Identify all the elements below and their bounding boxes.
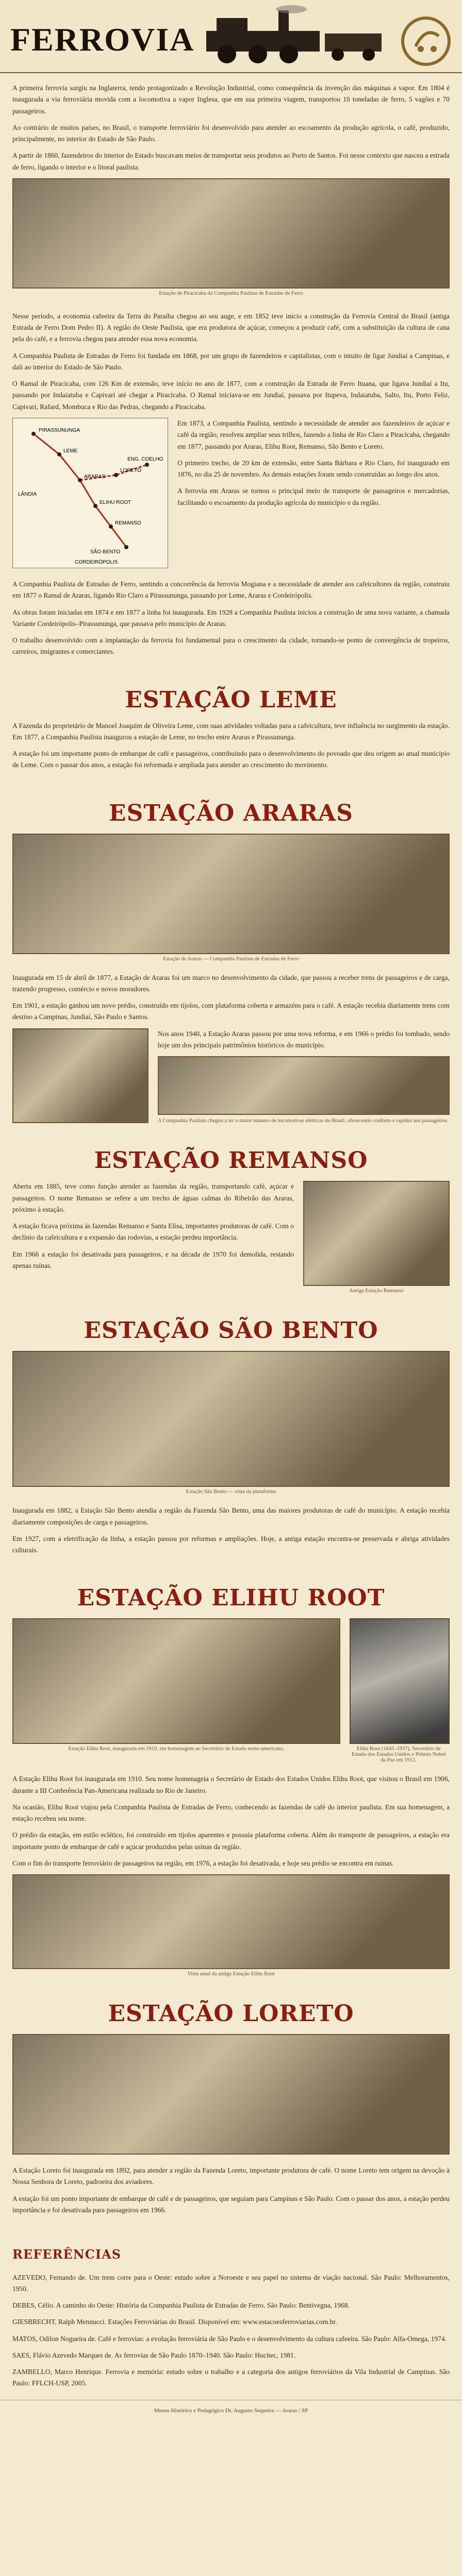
araras-paragraph: Nos anos 1940, a Estação Araras passou por uma nova reforma, e em 1966 o prédio foi tombado, sendo hoje um dos principais patrimônios históricos do município. — [158, 1029, 450, 1049]
map-label: PIRASSUNUNGA — [39, 427, 80, 433]
intro-paragraph: Ao contrário de muitos países, no Brasil, o transporte ferroviário foi desenvolvido para atender ao escoamento da produção agrícola, o café, produzido, principalmente, no interior do Estado de São Paulo. — [12, 123, 450, 143]
map-drawing — [13, 418, 168, 568]
remanso-paragraph: A estação ficava próxima às fazendas Remanso e Santa Elisa, importantes produtoras de café. Com o declínio da cafeicultura e a expansão das rodovias, a estação perdeu importância. — [12, 1222, 294, 1242]
map-label: LORETO — [120, 467, 141, 473]
elihuroot-paragraph: Com o fim do transporte ferroviário de passageiros na região, em 1976, a estação foi desativada, e hoje seu prédio se encontra em ruínas. — [12, 1859, 394, 1867]
history-paragraph: A Companhia Paulista de Estradas de Ferro foi fundada em 1868, por um grupo de fazendeiros e capitalistas, com o intuito de ligar Jundiaí a Campinas, e dali ao interior do Estado de São Paulo. — [12, 351, 450, 371]
reference-item: SAES, Flávio Azevedo Marques de. As ferrovias de São Paulo 1870–1940. São Paulo: Hucitec, 1981. — [12, 2351, 296, 2359]
portrait-block — [350, 1618, 450, 1763]
map-label: ELIHU ROOT — [100, 499, 131, 505]
remanso-station-photo — [303, 1181, 450, 1286]
araras-paragraph: Inaugurada em 15 de abril de 1877, a Estação de Araras foi um marco no desenvolvimento da cidade, que passou a receber trens de passageiros e de carga, trazendo progresso, comércio e novos moradores. — [12, 973, 450, 993]
saobento-section — [0, 1299, 462, 1566]
photo-caption: Estação de Araras — Companhia Paulista de Estradas de Ferro — [163, 956, 299, 962]
intro-paragraph: A partir de 1860, fazendeiros do interior do Estado buscavam meios de transportar seus produtos ao Porto de Santos. Foi nesse contexto que nasceu a estrada de ferro, ligando o interior e o litoral paulista. — [12, 151, 450, 171]
photo-caption: Vista atual da antiga Estação Elihu Root — [187, 1971, 275, 1977]
photo-caption: Antiga Estação Remanso — [349, 1288, 404, 1294]
leme-paragraph: A estação foi um importante ponto de embarque de café e passageiros, contribuindo para o desenvolvimento do povoado que deu origem ao atual município de Leme. Com o passar dos anos, a estação foi reformada e ampliada para atender ao crescimento do movimento. — [12, 750, 450, 769]
loreto-paragraph: A Estação Loreto foi inaugurada em 1892, para atender a região da Fazenda Loreto, importante produtora de café. O nome Loreto tem origem na devoção à Nossa Senhora de Loreto, padroeira dos aviadores. — [12, 2166, 450, 2186]
remanso-section — [0, 1129, 462, 1299]
history-section — [0, 301, 462, 668]
railway-map — [12, 418, 168, 568]
elihuroot-section — [0, 1566, 462, 1982]
history-paragraph: O primeiro trecho, de 20 km de extensão, entre Santa Bárbara e Rio Claro, foi inaugurado em 1876, no dia 25 de novembro. As demais estações foram sendo construídas ao longo dos anos. — [177, 459, 450, 479]
footer: Museu Histórico e Pedagógico Dr. Augusto Sequeira — Araras / SP — [0, 2400, 462, 2421]
header — [0, 0, 462, 73]
history-paragraph: A ferrovia em Araras se tornou o principal meio de transporte de passageiros e mercadorias, facilitando o escoamento da produção agrícola do município e da região. — [177, 487, 450, 506]
saobento-station-photo — [12, 1351, 450, 1487]
section-heading: ESTAÇÃO LEME — [125, 686, 337, 713]
remanso-row — [12, 1181, 450, 1294]
elihuroot-paragraph: A Estação Elihu Root foi inaugurada em 1910. Seu nome homenageia o Secretário de Estado dos Estados Unidos Elihu Root, que visitou o Brasil em 1906, durante a III Conferência Pan-Americana realizada no Rio de Janeiro. — [12, 1775, 450, 1794]
loreto-section — [0, 1982, 462, 2226]
elihuroot-photo-row — [12, 1618, 450, 1763]
electric-locomotive-photo — [158, 1056, 450, 1115]
map-label: ARARAS — [84, 473, 106, 480]
araras-section — [0, 782, 462, 1129]
photo-caption: Estação de Piracicaba da Companhia Paulista de Estradas de Ferro — [159, 290, 303, 296]
section-heading: ESTAÇÃO ELIHU ROOT — [77, 1585, 385, 1612]
photo-caption: A Companhia Paulista chegou a ter o maior número de locomotivas elétricas do Brasil, oferecendo conforto e rapidez aos passageiros. — [158, 1118, 449, 1124]
reference-item: GIESBRECHT, Ralph Mennucci. Estações Ferroviárias do Brasil. Disponível em: www.estacoesferroviarias.com.br. — [12, 2318, 337, 2326]
photo-caption: Estação Elihu Root, inaugurada em 1910, em homenagem ao Secretário de Estado norte-americano. — [68, 1746, 285, 1752]
intro-paragraph: A primeira ferrovia surgiu na Inglaterra, tendo protagonizado a Revolução Industrial, como consequência da invenção das máquinas a vapor. Em 1804 é inaugurada a via ferroviária movida com a locomotiva a vapor Inglesa, que em sua primeira viagem, transportou 10 toneladas de ferro, 5 vagões e 70 passageiros. — [12, 84, 450, 115]
elihu-root-portrait — [350, 1618, 450, 1744]
araras-paragraph: Em 1901, a estação ganhou um novo prédio, construído em tijolos, com plataforma coberta e armazéns para o café. A estação recebia diariamente trens com destino a Campinas, Jundiaí, São Paulo e Santos. — [12, 1002, 450, 1021]
section-heading: ESTAÇÃO LORETO — [108, 2001, 354, 2027]
mid-paragraph: As obras foram iniciadas em 1874 e em 1877 a linha foi inaugurada. Em 1928 a Companhia Paulista iniciou a construção de uma nova variante, a chamada Variante Cordeirópolis–Pirassununga, que passava pelo município de Araras. — [12, 608, 450, 628]
reference-item: ZAMBELLO, Marco Henrique. Ferrovia e memória: estudo sobre o trabalho e a categoria dos antigos ferroviários da Vila Industrial de Campinas. São Paulo: FFLCH-USP, 2005. — [12, 2368, 450, 2387]
reference-item: MATOS, Odilon Nogueira de. Café e ferrovias: a evolução ferroviária de São Paulo e o desenvolvimento da cultura cafeeira. São Paulo: Alfa-Omega, 1974. — [12, 2334, 447, 2343]
intro-section — [0, 73, 462, 301]
araras-side-block — [158, 1028, 450, 1124]
remanso-paragraph: Aberta em 1885, teve como função atender as fazendas da região, transportando café, açúcar e passageiros. O nome Remanso se refere a um trecho de águas calmas do Ribeirão das Araras, próximo à estação. — [12, 1182, 294, 1213]
saobento-paragraph: Em 1927, com a eletrificação da linha, a estação passou por reformas e ampliações. Hoje, a antiga estação encontra-se preservada e abriga atividades culturais. — [12, 1534, 450, 1554]
history-paragraph: Em 1873, a Companhia Paulista, sentindo a necessidade de atender aos fazendeiros de açúcar e café da região, resolveu ampliar seus trilhos, fazendo a linha de Rio Claro a Piracicaba, chegando em 1877, passando por Araras, Elihu Root, Remanso, São Bento e Loreto. — [177, 419, 450, 450]
photo-caption: Estação São Bento — vista da plataforma — [186, 1489, 276, 1495]
elihuroot-station-photo — [12, 1618, 340, 1744]
loreto-station-photo — [12, 2034, 450, 2155]
locomotive-illustration — [201, 5, 387, 67]
page-title: FERROVIA — [10, 21, 195, 58]
elihuroot-photo-block — [12, 1618, 340, 1763]
remanso-paragraph: Em 1966 a estação foi desativada para passageiros, e na década de 1970 foi demolida, restando apenas ruínas. — [12, 1250, 294, 1269]
elihuroot-paragraph: Na ocasião, Elihu Root viajou pela Companhia Paulista de Estradas de Ferro, conhecendo as fazendas de café do interior paulista. Em sua homenagem, a estação recebeu seu nome. — [12, 1803, 450, 1823]
remanso-text — [12, 1181, 294, 1294]
map-label: ENG. COELHO — [127, 456, 163, 462]
references-section — [0, 2226, 462, 2400]
map-side-text — [177, 418, 450, 568]
saobento-paragraph: Inaugurada em 1882, a Estação São Bento atendia a região da Fazenda São Bento, uma das maiores produtoras de café do município. A estação recebia diariamente composições de carga e passageiros. — [12, 1506, 450, 1526]
araras-photo-row — [12, 1028, 450, 1124]
locomotive-photo — [12, 1028, 148, 1123]
mid-paragraph: A Companhia Paulista de Estradas de Ferro, sentindo a concorrência da ferrovia Mogiana e a necessidade de atender aos cafeicultores da região, construiu em 1877 o Ramal de Araras, ligando Rio Claro a Pirassununga, passando por Leme, Araras e Cordeirópolis. — [12, 580, 450, 600]
map-label: CORDEIRÓPOLIS — [75, 559, 118, 565]
section-heading: REFERÊNCIAS — [12, 2247, 122, 2262]
araras-station-photo — [12, 834, 450, 954]
portrait-caption: Elihu Root (1845–1937), Secretário de Estado dos Estados Unidos e Prêmio Nobel da Paz em 1912. — [351, 1746, 446, 1764]
history-paragraph: Nesse período, a economia cafeeira da Terra do Paraíba chegou ao seu auge, e em 1852 teve início a construção da Ferrovia Central do Brasil (antiga Estrada de Ferro Dom Pedro II). A região do Oeste Paulista, que era produtora de açúcar, começou a produzir café, com a substituição da cultura de cana pela do café, e a ferrovia chegou para atender essa nova economia. — [12, 312, 450, 343]
reference-item: AZEVEDO, Fernando de. Um trem corre para o Oeste: estudo sobre a Noroeste e seu papel no sistema de viação nacional. São Paulo: Melhoramentos, 1950. — [12, 2273, 450, 2293]
map-label: REMANSO — [115, 520, 141, 526]
station-photo — [12, 178, 450, 289]
elihuroot-current-photo — [12, 1874, 450, 1969]
section-heading: ESTAÇÃO SÃO BENTO — [84, 1317, 378, 1344]
reference-item: DEBES, Célio. A caminho do Oeste: História da Companhia Paulista de Estradas de Ferro. São Paulo: Bentivegna, 1968. — [12, 2301, 350, 2310]
remanso-photo-block — [303, 1181, 450, 1294]
history-paragraph: O Ramal de Piracicaba, com 126 Km de extensão, teve início no ano de 1877, com a construção da Estrada de Ferro Ituana, que ligava Jundiaí a Itu, passando por Indaiatuba e Capivari até chegar a Piracicaba. O Ramal iniciava-se em Jundiaí, passava por Itupeva, Indaiatuba, Salto, Itu, Porto Feliz, Capivari, Rafard, Mombuca e Rio das Pedras, chegando a Piracicaba. — [12, 380, 450, 411]
railway-emblem-icon — [400, 15, 452, 67]
map-block — [12, 418, 450, 568]
section-heading: ESTAÇÃO REMANSO — [94, 1147, 368, 1174]
leme-paragraph: A Fazenda do proprietário de Manoel Joaquim de Oliveira Leme, com suas atividades voltadas para a cafeicultura, teve influência no surgimento da estação. Em 1877, a Companhia Paulista inaugurou a estação de Leme, no trecho entre Araras e Pirassununga. — [12, 721, 450, 741]
map-label: SÃO BENTO — [90, 549, 121, 555]
mid-paragraph: O trabalho desenvolvido com a implantação da ferrovia foi fundamental para o crescimento da cidade, tornando-se ponto de convergência de tropeiros, carreiros, imigrantes e comerciantes. — [12, 636, 450, 656]
loreto-paragraph: A estação foi um ponto importante de embarque de café e de passageiros, que seguiam para Campinas e São Paulo. Com o passar dos anos, a estação perdeu importância e foi desativada para passageiros em 1966. — [12, 2194, 450, 2214]
section-heading: ESTAÇÃO ARARAS — [109, 800, 353, 826]
leme-section — [0, 668, 462, 782]
map-label: LÂNDIA — [18, 491, 37, 497]
elihuroot-paragraph: O prédio da estação, em estilo eclético, foi construído em tijolos aparentes e possuía plataforma coberta. Além do transporte de passageiros, a estação era importante ponto de embarque de café e açúcar produzidos pelas usinas da região. — [12, 1831, 450, 1851]
map-label: LEME — [63, 448, 78, 454]
